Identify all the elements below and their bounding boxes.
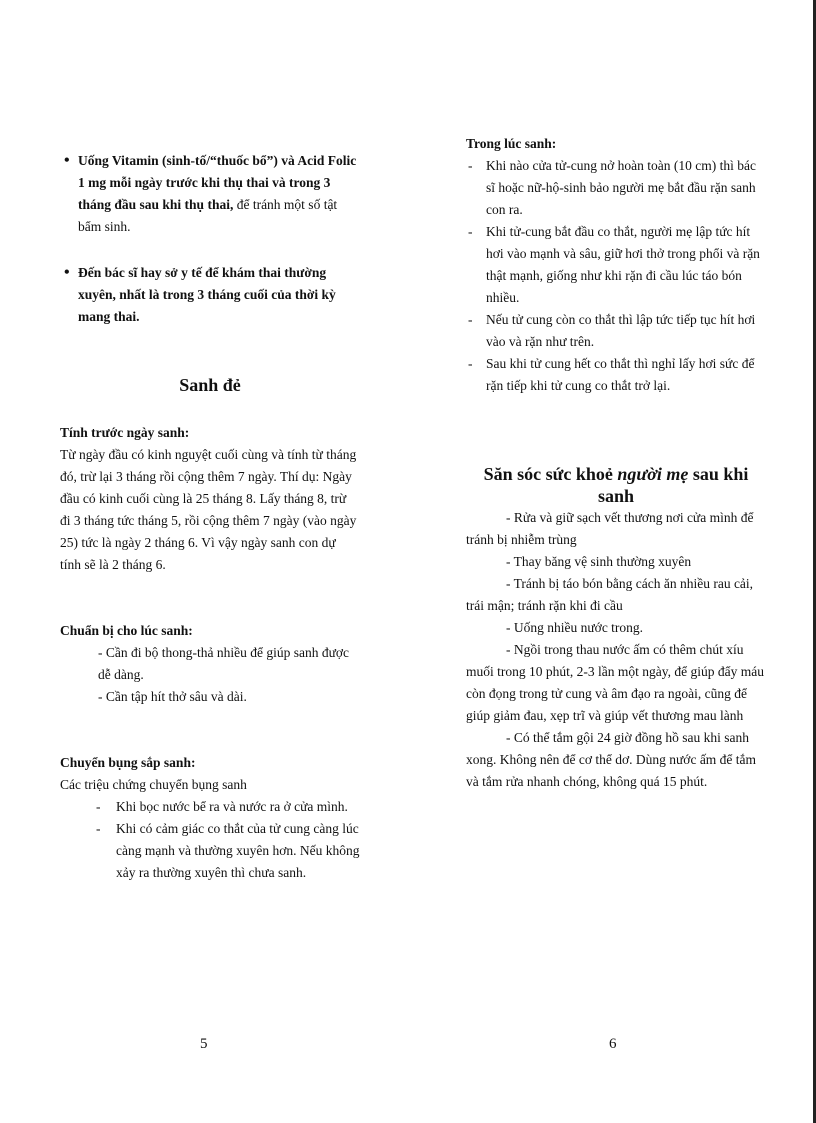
labor-intro: Các triệu chứng chuyển bụng sanh	[60, 777, 247, 792]
bullet-checkup: • Đến bác sĩ hay sở y tế để khám thai thường xuyên, nhất là trong 3 tháng cuối của thời kỳ mang thai.	[60, 262, 360, 328]
labor-item: - Khi có cảm giác co thắt của tử cung càng lúc càng mạnh và thường xuyên hơn. Nếu không xảy ra thường xuyên thì chưa sanh.	[60, 818, 360, 884]
during-item: - Khi nào cửa tử-cung nở hoàn toàn (10 cm) thì bác sĩ hoặc nữ-hộ-sinh bảo người mẹ bắt đầu rặn sanh con ra.	[466, 155, 766, 221]
prepare-list	[60, 642, 360, 708]
care-item: - Rửa và giữ sạch vết thương nơi cửa mình để tránh bị nhiễm trùng	[466, 510, 754, 547]
care-item: - Tránh bị táo bón bằng cách ăn nhiều rau cải, trái mận; tránh rặn khi đi cầu	[466, 576, 754, 613]
care-item: - Có thể tắm gội 24 giờ đồng hồ sau khi sanh xong. Không nên để cơ thể dơ. Dùng nước ấm để tắm và tắm rửa nhanh chóng, không quá 15 phút.	[466, 730, 757, 789]
prepare-item: - Cần đi bộ thong-thả nhiều để giúp sanh được dễ dàng.	[98, 645, 350, 682]
right-page-column	[466, 133, 766, 793]
page-number-right: 6	[609, 1036, 617, 1052]
labor-item: - Khi bọc nước bể ra và nước ra ở cửa mình.	[60, 796, 360, 818]
section-title-sanh-de: Sanh đẻ	[179, 375, 241, 395]
care-item: - Uống nhiều nước trong.	[506, 620, 644, 635]
during-list	[466, 155, 766, 397]
during-item: - Sau khi tử cung hết co thắt thì nghỉ lấy hơi sức để rặn tiếp khi tử cung co thắt trở lại.	[466, 353, 766, 397]
care-item: - Ngồi trong thau nước ấm có thêm chút xíu muối trong 10 phút, 2-3 lần một ngày, để giúp đẩy máu còn đọng trong tử cung và âm đạo ra ngoài, cũng để giúp giảm đau, xẹp trĩ và giúp vết thương mau lành	[466, 642, 764, 723]
labor-list	[60, 796, 360, 884]
heading-prepare: Chuẩn bị cho lúc sanh:	[60, 623, 193, 638]
bullet-vitamin: • Uống Vitamin (sinh-tố/“thuốc bổ”) và Acid Folic 1 mg mỗi ngày trước khi thụ thai và trong 3 tháng đầu sau khi thụ thai, để tránh một số tật bẩm sinh.	[60, 150, 360, 238]
section-title-postpartum-care: Săn sóc sức khoẻ người mẹ sau khi sanh	[483, 464, 749, 506]
during-item: - Khi tử-cung bắt đầu co thắt, người mẹ lập tức hít hơi vào mạnh và sâu, giữ hơi thở trong phổi và rặn thật mạnh, giống như khi rặn đi cầu lúc táo bón nhiều.	[466, 221, 766, 309]
heading-during-labor: Trong lúc sanh:	[466, 136, 557, 151]
left-page-column	[60, 150, 360, 884]
during-item: - Nếu tử cung còn co thắt thì lập tức tiếp tục hít hơi vào và rặn như trên.	[466, 309, 766, 353]
heading-due-date: Tính trước ngày sanh:	[60, 425, 190, 440]
due-date-text: Từ ngày đầu có kinh nguyệt cuối cùng và tính từ tháng đó, trừ lại 3 tháng rồi cộng thêm 7 ngày. Thí dụ: Ngày đầu có kinh cuối cùng là 25 tháng 8. Lấy tháng 8, trừ đi 3 tháng tức tháng 5, rồi cộng thêm 7 ngày (vào ngày 25) tức là ngày 2 tháng 6. Vì vậy ngày sanh con dự tính sẽ là 2 tháng 6.	[60, 447, 357, 572]
heading-labor: Chuyển bụng sắp sanh:	[60, 755, 196, 770]
advice-bullet-list	[60, 150, 360, 328]
prepare-item: - Cần tập hít thở sâu và dài.	[98, 689, 247, 704]
page-number-left: 5	[200, 1036, 208, 1052]
care-item: - Thay băng vệ sinh thường xuyên	[506, 554, 692, 569]
